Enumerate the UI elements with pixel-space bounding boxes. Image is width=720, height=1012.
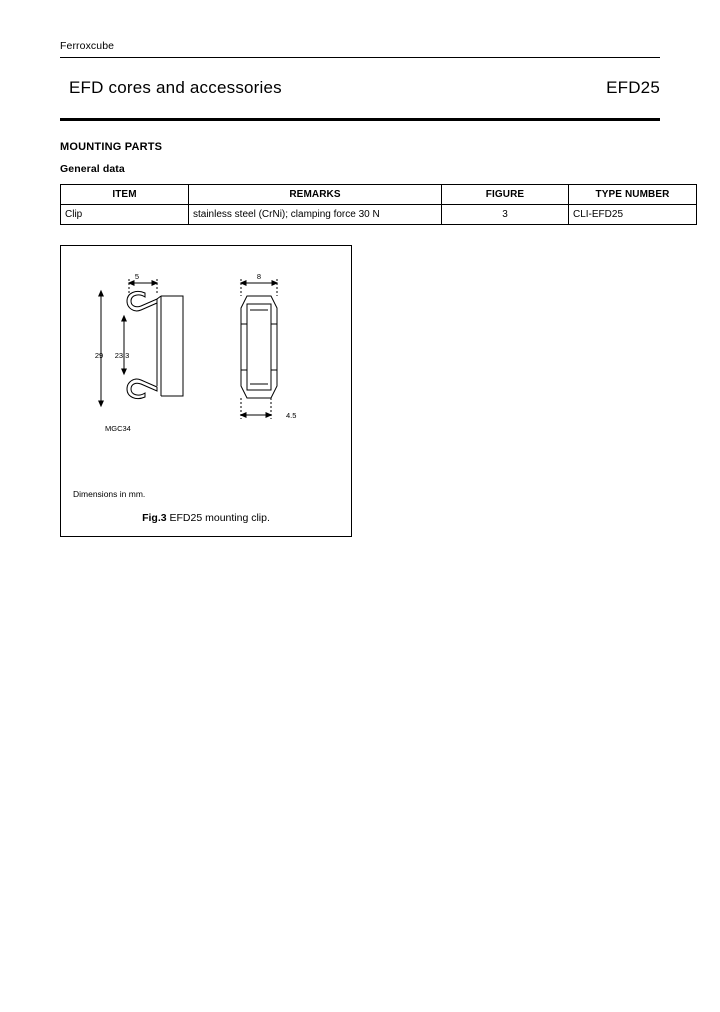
table-header-row bbox=[61, 185, 697, 205]
dimension-bottom-label: MGC34 bbox=[105, 424, 131, 433]
title-row bbox=[60, 78, 660, 106]
dimension-height-inner: 23.3 bbox=[114, 351, 130, 360]
figure-caption-text: EFD25 mounting clip. bbox=[169, 512, 270, 524]
table-row bbox=[61, 205, 697, 225]
brand-label: Ferroxcube bbox=[60, 40, 115, 52]
sub-heading-general-data: General data bbox=[60, 163, 125, 175]
cell-type-number: CLI-EFD25 bbox=[569, 205, 697, 225]
dimension-bottom-right: 4.5 bbox=[286, 411, 297, 420]
cell-item: Clip bbox=[61, 205, 189, 225]
general-data-table bbox=[60, 184, 697, 225]
figure-caption-prefix: Fig.3 bbox=[142, 512, 167, 524]
figure-caption bbox=[61, 512, 351, 524]
cell-figure: 3 bbox=[442, 205, 569, 225]
title-divider bbox=[60, 118, 660, 121]
document-code: EFD25 bbox=[606, 78, 660, 97]
dimension-top-left: 5 bbox=[134, 272, 140, 281]
figure-dimension-note: Dimensions in mm. bbox=[73, 489, 146, 499]
column-header-remarks: REMARKS bbox=[189, 185, 442, 205]
header-divider bbox=[60, 57, 660, 58]
section-heading-mounting-parts: MOUNTING PARTS bbox=[60, 141, 163, 153]
mounting-clip-drawing bbox=[61, 246, 351, 486]
column-header-type-number: TYPE NUMBER bbox=[569, 185, 697, 205]
column-header-figure: FIGURE bbox=[442, 185, 569, 205]
dimension-height-left: 29 bbox=[94, 351, 104, 360]
column-header-item: ITEM bbox=[61, 185, 189, 205]
figure-3-container bbox=[60, 245, 352, 537]
dimension-top-right: 8 bbox=[256, 272, 262, 281]
page-title: EFD cores and accessories bbox=[69, 78, 282, 97]
cell-remarks: stainless steel (CrNi); clamping force 30 N bbox=[189, 205, 442, 225]
